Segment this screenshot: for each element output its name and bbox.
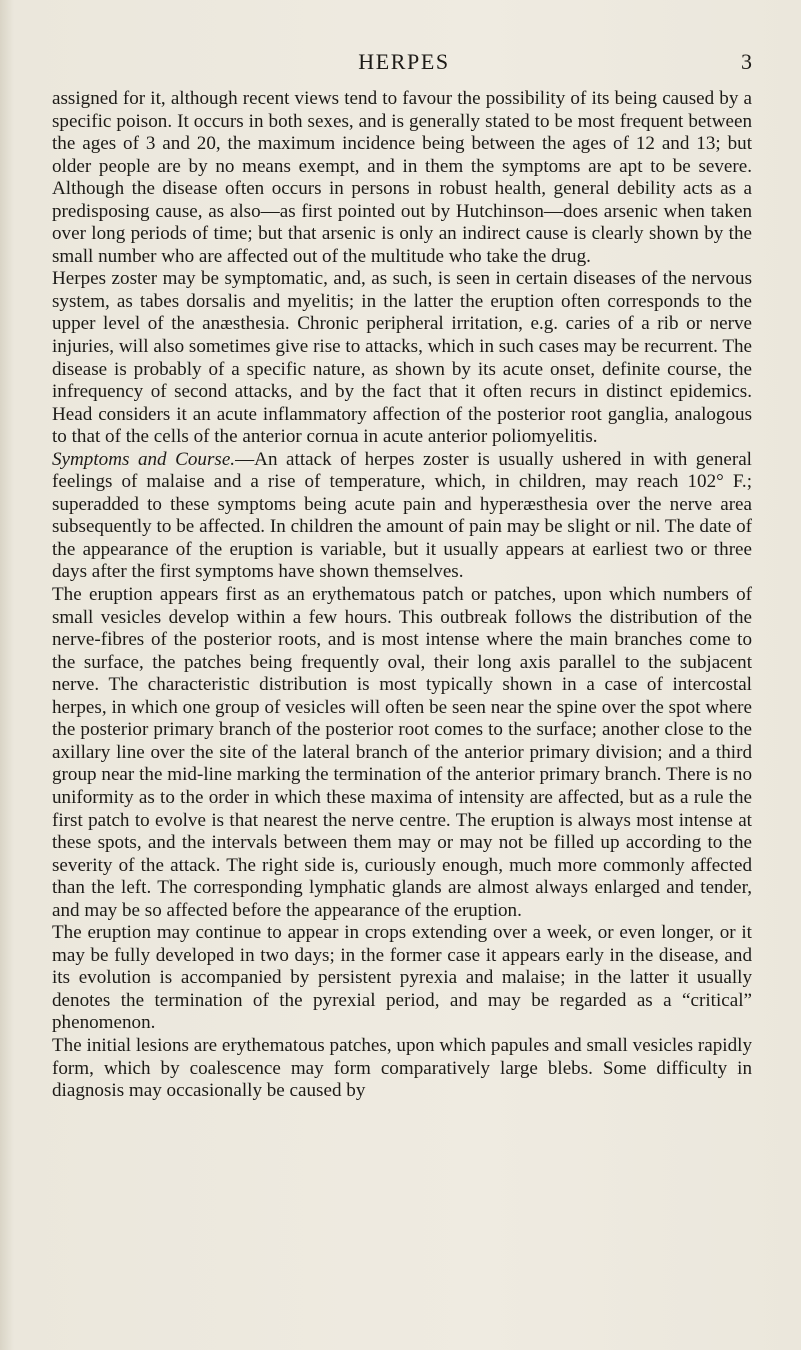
paragraph-3: [52, 449, 752, 584]
paragraph-3-text: —An attack of herpes zoster is usually ushered in with general feelings of malaise and a rise of temperature, which, in children, may reach 102° F.; superadded to these symptoms being acute pain and hyperæsthesia over the nerve area subsequently to be affected. In children the amount of pain may be slight or nil. The date of the appearance of the eruption is variable, but it usually appears at earliest two or three days after the first symptoms have shown themselves.: [52, 448, 752, 583]
section-heading: Symptoms and Course.: [52, 448, 236, 470]
body-text: [52, 88, 752, 1103]
paragraph-6: [52, 1035, 752, 1103]
paragraph-4-text: The eruption appears first as an erythematous patch or patches, upon which numbers of small vesicles develop within a few hours. This outbreak follows the distribution of the nerve-fibres of the posterior roots, and is most intense where the main branches come to the surface, the patches being frequently oval, their long axis parallel to the subjacent nerve. The characteristic distribution is most typically shown in a case of intercostal herpes, in which one group of vesicles will often be seen near the spine over the spot where the posterior primary branch of the posterior root comes to the surface; another close to the axillary line over the site of the lateral branch of the anterior primary division; and a third group near the mid-line marking the termination of the anterior primary branch. There is no uniformity as to the order in which these maxima of intensity are affected, but as a rule the first patch to evolve is that nearest the nerve centre. The eruption is always most intense at these spots, and the intervals between them may or may not be filled up according to the severity of the attack. The right side is, curiously enough, much more commonly affected than the left. The corresponding lymphatic glands are almost always enlarged and tender, and may be so affected before the appearance of the eruption.: [52, 584, 752, 921]
running-head: HERPES: [358, 49, 450, 74]
paragraph-2-text: Herpes zoster may be symptomatic, and, as such, is seen in certain diseases of the nervous system, as tabes dorsalis and myelitis; in the latter the eruption often corresponds to the upper level of the anæsthesia. Chronic peripheral irritation, e.g. caries of a rib or nerve injuries, will also sometimes give rise to attacks, which in such cases may be recurrent. The disease is probably of a specific nature, as shown by its acute onset, definite course, the infrequency of second attacks, and by the fact that it often recurs in distinct epidemics. Head considers it an acute inflammatory affection of the posterior root ganglia, analogous to that of the cells of the anterior cornua in acute anterior poliomyelitis.: [52, 268, 752, 448]
paragraph-6-text: The initial lesions are erythematous patches, upon which papules and small vesicles rapidly form, which by coalescence may form comparatively large blebs. Some difficulty in diagnosis may occasionally be caused by: [52, 1034, 752, 1102]
paragraph-4: [52, 584, 752, 922]
page-header: [52, 44, 756, 80]
paragraph-5-text: The eruption may continue to appear in crops extending over a week, or even longer, or it may be fully developed in two days; in the former case it appears early in the disease, and its evolution is accompanied by persistent pyrexia and malaise; in the latter it usually denotes the termination of the pyrexial period, and may be regarded as a “critical” phenomenon.: [52, 922, 752, 1034]
paragraph-1: [52, 88, 752, 268]
paragraph-5: [52, 922, 752, 1035]
paragraph-2: [52, 268, 752, 448]
page-number: 3: [741, 49, 752, 74]
paragraph-1-text: assigned for it, although recent views tend to favour the possibility of its being caused by a specific poison. It occurs in both sexes, and is generally stated to be most frequent between the ages of 3 and 20, the maximum incidence being between the ages of 12 and 13; but older people are by no means exempt, and in them the symptoms are apt to be severe. Although the disease often occurs in persons in robust health, general debility acts as a predisposing cause, as also—as first pointed out by Hutchinson—does arsenic when taken over long periods of time; but that arsenic is only an indirect cause is clearly shown by the small number who are affected out of the multitude who take the drug.: [52, 88, 752, 267]
